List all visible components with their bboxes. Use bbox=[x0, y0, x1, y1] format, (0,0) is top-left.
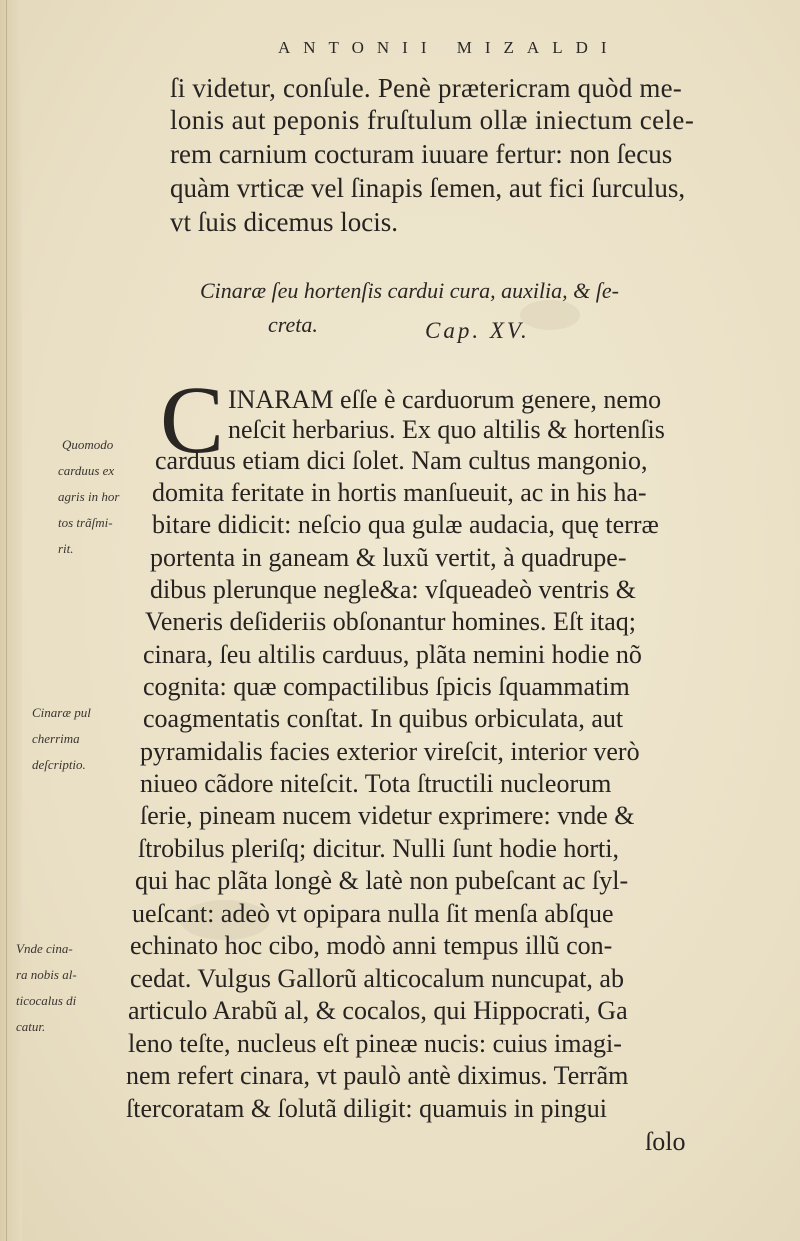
text-line: portenta in ganeam & luxũ vertit, à quadrupe- bbox=[150, 543, 627, 572]
margin-note-line: deſcriptio. bbox=[32, 757, 86, 772]
margin-note-line: tos trãſmi- bbox=[58, 515, 113, 530]
page-edge-line bbox=[6, 0, 7, 1241]
margin-note-line: cherrima bbox=[32, 731, 80, 746]
margin-note-line: Vnde cina- bbox=[16, 941, 73, 956]
text-line: Veneris deſideriis obſonantur homines. Eſt itaq; bbox=[145, 607, 637, 636]
margin-note-line: rit. bbox=[58, 541, 74, 556]
text-line: cedat. Vulgus Gallorũ alticocalum nuncupat, ab bbox=[130, 964, 624, 993]
text-line: INARAM eſſe è carduorum genere, nemo bbox=[228, 385, 662, 414]
catchword: ſolo bbox=[645, 1127, 686, 1156]
text-line: niueo cãdore niteſcit. Tota ſtructili nucleorum bbox=[140, 769, 612, 798]
text-line: articulo Arabũ al, & cocalos, qui Hippocrati, Ga bbox=[128, 996, 628, 1025]
chapter-heading-line2: creta. bbox=[268, 312, 318, 337]
page-gutter bbox=[0, 0, 22, 1241]
text-line: lonis aut peponis fruſtulum ollæ iniectum cele- bbox=[170, 105, 695, 135]
text-line: rem carnium cocturam iuuare fertur: non ſecus bbox=[170, 139, 673, 169]
text-line: ſtercoratam & ſolutã diligit: quamuis in pingui bbox=[126, 1094, 607, 1123]
margin-note-line: Cinaræ pul bbox=[32, 705, 91, 720]
text-line: ſtrobilus pleriſq; dicitur. Nulli ſunt hodie horti, bbox=[138, 834, 619, 863]
chapter-number: Cap. XV. bbox=[425, 318, 530, 343]
text-line: carduus etiam dici ſolet. Nam cultus mangonio, bbox=[155, 446, 648, 475]
margin-note-line: Quomodo bbox=[62, 437, 114, 452]
text-line: domita feritate in hortis manſueuit, ac in his ha- bbox=[152, 478, 647, 507]
drop-cap-letter: C bbox=[160, 366, 225, 473]
chapter-heading-line1: Cinaræ ſeu hortenſis cardui cura, auxilia, & ſe- bbox=[200, 278, 619, 303]
text-line: quàm vrticæ vel ſinapis ſemen, aut fici ſurculus, bbox=[170, 173, 686, 203]
margin-note-line: ticocalus di bbox=[16, 993, 77, 1008]
margin-note-line: ra nobis al- bbox=[16, 967, 77, 982]
text-line: cinara, ſeu altilis carduus, plãta nemini hodie nõ bbox=[143, 640, 642, 669]
text-line: echinato hoc cibo, modò anni tempus illũ con- bbox=[130, 931, 613, 960]
text-line: nem refert cinara, vt paulò antè diximus. Terrãm bbox=[126, 1061, 629, 1090]
text-line: cognita: quæ compactilibus ſpicis ſquammatim bbox=[143, 672, 630, 701]
text-line: bitare didicit: neſcio qua gulæ audacia, quę terræ bbox=[152, 510, 659, 539]
text-line: vt ſuis dicemus locis. bbox=[170, 207, 398, 237]
margin-note-line: agris in hor bbox=[58, 489, 120, 504]
text-line: coagmentatis conſtat. In quibus orbiculata, aut bbox=[143, 704, 624, 733]
text-line: ueſcant: adeò vt opipara nulla ſit menſa abſque bbox=[132, 899, 614, 928]
text-line: pyramidalis facies exterior vireſcit, interior verò bbox=[140, 737, 640, 766]
text-line: leno teſte, nucleus eſt pineæ nucis: cuius imagi- bbox=[128, 1029, 622, 1058]
text-line: qui hac plãta longè & latè non pubeſcant ac ſyl- bbox=[135, 866, 629, 895]
text-line: ſi videtur, conſule. Penè prætericram quòd me- bbox=[170, 73, 682, 103]
running-head: ANTONII MIZALDI bbox=[278, 38, 620, 57]
text-line: dibus plerunque negle&a: vſqueadeò ventris & bbox=[150, 575, 636, 604]
margin-note-line: carduus ex bbox=[58, 463, 115, 478]
margin-note-line: catur. bbox=[16, 1019, 46, 1034]
text-line: ſerie, pineam nucem videtur exprimere: vnde & bbox=[140, 801, 635, 830]
text-line: neſcit herbarius. Ex quo altilis & hortenſis bbox=[228, 415, 665, 444]
